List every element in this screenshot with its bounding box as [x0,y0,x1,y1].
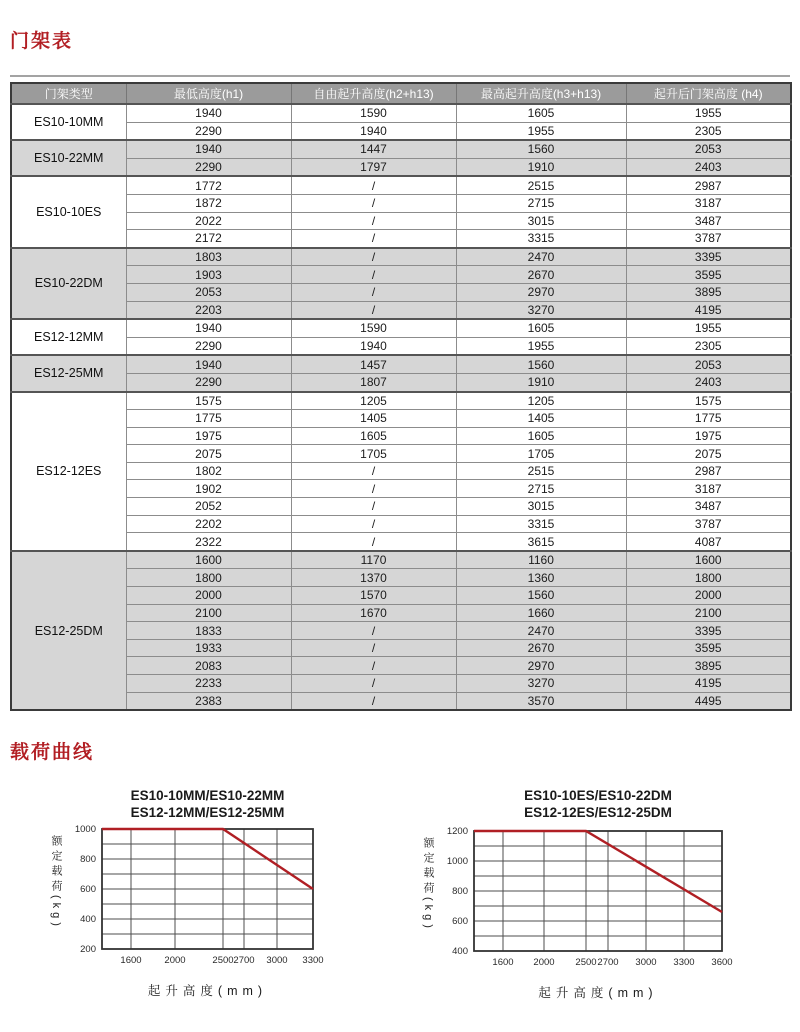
value-cell: 4195 [626,301,791,319]
value-cell: 3615 [456,533,626,551]
table-row [11,533,791,551]
table-row [11,212,791,230]
table-header-row [11,83,791,104]
value-cell: 2970 [456,283,626,301]
value-cell: 2202 [126,515,291,533]
value-cell: 2075 [626,445,791,463]
value-cell: 3570 [456,692,626,710]
table-row [11,230,791,248]
value-cell: 2022 [126,212,291,230]
value-cell: 1605 [456,104,626,122]
value-cell: 3787 [626,230,791,248]
value-cell: / [291,498,456,516]
table-row [11,622,791,640]
table-row [11,248,791,266]
chart-title-line: ES12-12MM/ES12-25MM [130,805,285,820]
value-cell: 4495 [626,692,791,710]
value-cell: 2203 [126,301,291,319]
value-cell: 2715 [456,480,626,498]
value-cell: 1910 [456,158,626,176]
column-header: 门架类型 [11,83,126,104]
mast-model-cell: ES12-25MM [11,355,126,391]
table-row [11,427,791,445]
load-curve-chart-es-dm [420,783,770,1023]
value-cell: 2470 [456,622,626,640]
table-row [11,301,791,319]
value-cell: 2715 [456,194,626,212]
x-tick-label: 3300 [302,955,324,966]
chart-title-line: ES10-10ES/ES10-22DM [524,788,672,803]
value-cell: / [291,212,456,230]
value-cell: 1940 [126,319,291,337]
value-cell: / [291,283,456,301]
table-row [11,498,791,516]
table-row [11,266,791,284]
column-header: 起升后门架高度 (h4) [626,83,791,104]
table-row [11,337,791,355]
value-cell: 1775 [626,410,791,428]
value-cell: 1600 [626,551,791,569]
value-cell: / [291,639,456,657]
table-row [11,104,791,122]
value-cell: 1670 [291,604,456,622]
value-cell: 2052 [126,498,291,516]
value-cell: 2100 [626,604,791,622]
value-cell: 3270 [456,301,626,319]
table-row [11,140,791,158]
table-row [11,283,791,301]
value-cell: 3487 [626,212,791,230]
table-row [11,675,791,693]
value-cell: 1705 [456,445,626,463]
value-cell: 2383 [126,692,291,710]
x-tick-label: 2700 [597,957,619,968]
value-cell: / [291,176,456,194]
value-cell: 1933 [126,639,291,657]
value-cell: 3015 [456,498,626,516]
y-tick-label: 1000 [74,824,96,835]
value-cell: / [291,301,456,319]
value-cell: 1447 [291,140,456,158]
x-tick-label: 3600 [711,957,733,968]
mast-table-body [11,104,791,710]
load-curve-plot [100,827,315,956]
x-tick-label: 2000 [164,955,186,966]
value-cell: 2670 [456,639,626,657]
value-cell: 3895 [626,657,791,675]
value-cell: 1902 [126,480,291,498]
table-row [11,515,791,533]
value-cell: 2290 [126,337,291,355]
mast-spec-table [10,82,792,711]
value-cell: 1955 [456,337,626,355]
table-row [11,392,791,410]
table-row [11,587,791,605]
value-cell: 3595 [626,639,791,657]
value-cell: 1660 [456,604,626,622]
value-cell: 1560 [456,355,626,373]
value-cell: 1560 [456,140,626,158]
value-cell: 1405 [291,410,456,428]
chart-title-line: ES10-10MM/ES10-22MM [130,788,285,803]
value-cell: / [291,515,456,533]
table-row [11,462,791,480]
value-cell: 1872 [126,194,291,212]
x-tick-label: 1600 [492,957,514,968]
value-cell: 3187 [626,480,791,498]
x-tick-label: 3000 [635,957,657,968]
value-cell: 2083 [126,657,291,675]
value-cell: 1590 [291,319,456,337]
value-cell: 1570 [291,587,456,605]
value-cell: 2172 [126,230,291,248]
table-row [11,445,791,463]
value-cell: 1600 [126,551,291,569]
chart-title-line: ES12-12ES/ES12-25DM [524,805,672,820]
value-cell: 1590 [291,104,456,122]
y-tick-label: 800 [80,854,96,865]
table-row [11,176,791,194]
value-cell: 1457 [291,355,456,373]
value-cell: 1775 [126,410,291,428]
value-cell: 1560 [456,587,626,605]
value-cell: 2470 [456,248,626,266]
table-row [11,194,791,212]
load-curve-chart-mm [40,783,380,1023]
y-axis-label: 额定载荷(kg) [422,837,434,932]
value-cell: 1940 [126,140,291,158]
value-cell: / [291,692,456,710]
mast-model-cell: ES10-22DM [11,248,126,319]
value-cell: 1605 [456,319,626,337]
value-cell: 2670 [456,266,626,284]
value-cell: 3395 [626,622,791,640]
value-cell: 1802 [126,462,291,480]
value-cell: 2515 [456,462,626,480]
rated-load-curve [474,831,722,912]
value-cell: 1955 [626,319,791,337]
value-cell: / [291,266,456,284]
value-cell: / [291,230,456,248]
value-cell: 1903 [126,266,291,284]
value-cell: 2970 [456,657,626,675]
value-cell: 1405 [456,410,626,428]
x-tick-label: 2500 [575,957,597,968]
value-cell: 2403 [626,158,791,176]
value-cell: 4087 [626,533,791,551]
value-cell: 2053 [626,355,791,373]
mast-model-cell: ES12-12MM [11,319,126,355]
y-tick-label: 1200 [446,826,468,837]
divider-rule [10,75,790,77]
x-tick-label: 1600 [120,955,142,966]
value-cell: 1205 [456,392,626,410]
chart-title [98,787,318,821]
load-curve-plot [472,829,724,958]
value-cell: 3015 [456,212,626,230]
value-cell: 2322 [126,533,291,551]
y-axis-label: 额定载荷(kg) [50,835,62,930]
value-cell: 1160 [456,551,626,569]
value-cell: 2305 [626,337,791,355]
value-cell: / [291,462,456,480]
value-cell: 3595 [626,266,791,284]
value-cell: 3315 [456,515,626,533]
value-cell: 3487 [626,498,791,516]
table-row [11,551,791,569]
mast-model-cell: ES12-25DM [11,551,126,710]
value-cell: 1975 [126,427,291,445]
x-axis-label: 起升高度(mm) [538,986,658,1000]
value-cell: 1205 [291,392,456,410]
value-cell: 1803 [126,248,291,266]
value-cell: 2053 [126,283,291,301]
value-cell: / [291,675,456,693]
table-row [11,480,791,498]
mast-model-cell: ES12-12ES [11,392,126,551]
value-cell: 2053 [626,140,791,158]
table-row [11,639,791,657]
value-cell: 2100 [126,604,291,622]
table-row [11,657,791,675]
x-tick-label: 3300 [673,957,695,968]
value-cell: 1833 [126,622,291,640]
value-cell: 2233 [126,675,291,693]
value-cell: 1807 [291,373,456,391]
value-cell: 1605 [456,427,626,445]
value-cell: 1772 [126,176,291,194]
value-cell: 2290 [126,122,291,140]
table-row [11,158,791,176]
value-cell: 2987 [626,176,791,194]
value-cell: 1975 [626,427,791,445]
mast-model-cell: ES10-10MM [11,104,126,140]
table-row [11,604,791,622]
value-cell: 2290 [126,158,291,176]
table-row [11,373,791,391]
value-cell: 1955 [456,122,626,140]
table-row [11,122,791,140]
value-cell: 2305 [626,122,791,140]
value-cell: 1800 [626,569,791,587]
x-tick-label: 2000 [533,957,555,968]
mast-table-header [11,83,791,104]
value-cell: / [291,194,456,212]
value-cell: 1940 [126,104,291,122]
x-axis-label: 起升高度(mm) [147,984,268,998]
mast-table-section-title: 门架表 [10,31,74,52]
value-cell: 1170 [291,551,456,569]
table-row [11,569,791,587]
value-cell: / [291,248,456,266]
y-tick-label: 600 [80,884,96,895]
chart-title [488,787,708,821]
value-cell: 1370 [291,569,456,587]
table-row [11,355,791,373]
y-tick-label: 200 [80,944,96,955]
x-tick-label: 3000 [266,955,288,966]
y-tick-label: 800 [452,886,468,897]
table-row [11,410,791,428]
value-cell: / [291,657,456,675]
value-cell: 1797 [291,158,456,176]
value-cell: 1605 [291,427,456,445]
value-cell: 2000 [126,587,291,605]
x-tick-label: 2500 [212,955,234,966]
y-tick-label: 1000 [446,856,468,867]
value-cell: 3895 [626,283,791,301]
value-cell: 1800 [126,569,291,587]
value-cell: 2987 [626,462,791,480]
value-cell: 4195 [626,675,791,693]
value-cell: 2403 [626,373,791,391]
value-cell: 3270 [456,675,626,693]
value-cell: 3395 [626,248,791,266]
table-row [11,319,791,337]
column-header: 最高起升高度(h3+h13) [456,83,626,104]
mast-model-cell: ES10-10ES [11,176,126,247]
value-cell: 2000 [626,587,791,605]
value-cell: 1940 [291,122,456,140]
table-row [11,692,791,710]
value-cell: 1940 [126,355,291,373]
x-tick-label: 2700 [233,955,255,966]
value-cell: 2290 [126,373,291,391]
mast-model-cell: ES10-22MM [11,140,126,176]
value-cell: 1360 [456,569,626,587]
y-tick-label: 400 [452,946,468,957]
value-cell: 2515 [456,176,626,194]
y-tick-label: 600 [452,916,468,927]
value-cell: 1955 [626,104,791,122]
value-cell: / [291,533,456,551]
column-header: 自由起升高度(h2+h13) [291,83,456,104]
y-tick-label: 400 [80,914,96,925]
value-cell: / [291,622,456,640]
value-cell: 1940 [291,337,456,355]
value-cell: 1575 [126,392,291,410]
value-cell: 3787 [626,515,791,533]
value-cell: 1575 [626,392,791,410]
value-cell: 1705 [291,445,456,463]
value-cell: 1910 [456,373,626,391]
value-cell: 3315 [456,230,626,248]
value-cell: 3187 [626,194,791,212]
load-curves-section-title: 载荷曲线 [10,742,95,763]
value-cell: / [291,480,456,498]
column-header: 最低高度(h1) [126,83,291,104]
value-cell: 2075 [126,445,291,463]
